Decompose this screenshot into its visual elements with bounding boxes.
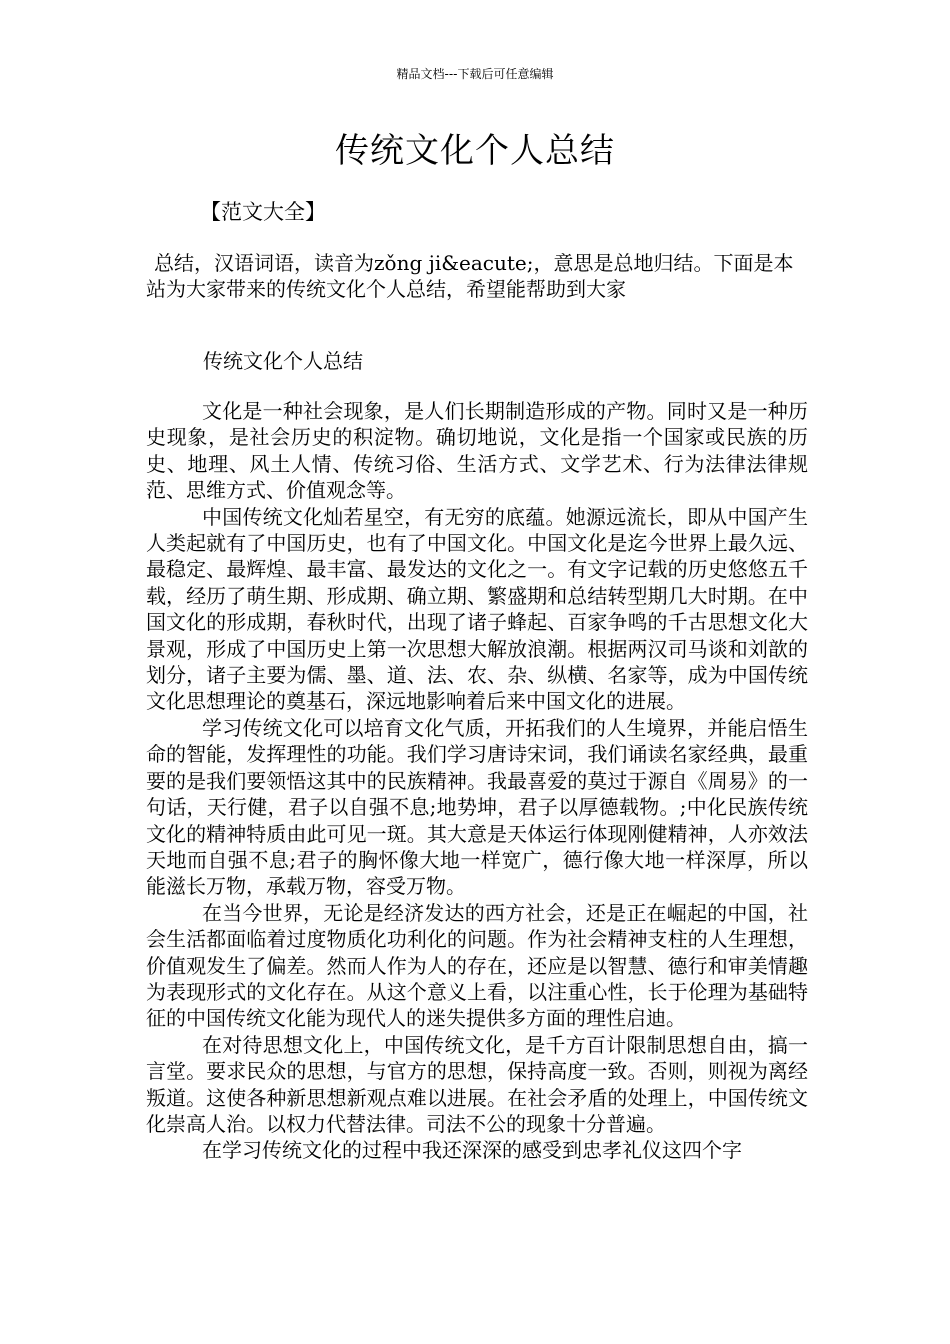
intro-paragraph: 总结，汉语词语，读音为zǒng ji&eacute;，意思是总地归结。下面是本站为大家带来的传统文化个人总结，希望能帮助到大家 <box>146 251 794 301</box>
paragraph-4: 在当今世界，无论是经济发达的西方社会，还是正在崛起的中国，社会生活都面临着过度物质化功利化的问题。作为社会精神支柱的人生理想，价值观发生了偏差。然而人作为人的存在，还应是以智慧、德行和审美情趣为表现形式的文化存在。从这个意义上看，以注重心性，长于伦理为基础特征的中国传统文化能为现代人的迷失提供多方面的理性启迪。 <box>146 900 808 1031</box>
section-heading: 传统文化个人总结 <box>203 349 363 373</box>
paragraph-6: 在学习传统文化的过程中我还深深的感受到忠孝礼仪这四个字 <box>202 1138 742 1163</box>
page-title: 传统文化个人总结 <box>335 131 615 171</box>
category-label: 【范文大全】 <box>200 200 326 224</box>
paragraph-5: 在对待思想文化上，中国传统文化，是千方百计限制思想自由，搞一言堂。要求民众的思想，与官方的思想，保持高度一致。否则，则视为离经叛道。这使各种新思想新观点难以进展。在社会矛盾的处理上，中国传统文化崇高人治。以权力代替法律。司法不公的现象十分普遍。 <box>146 1032 808 1136</box>
paragraph-3: 学习传统文化可以培育文化气质，开拓我们的人生境界，并能启悟生命的智能，发挥理性的功能。我们学习唐诗宋词，我们诵读名家经典，最重要的是我们要领悟这其中的民族精神。我最喜爱的莫过于源自《周易》的一句话，天行健，君子以自强不息;地势坤，君子以厚德载物。;中化民族传统文化的精神特质由此可见一斑。其大意是天体运行体现刚健精神，人亦效法天地而自强不息;君子的胸怀像大地一样宽广，德行像大地一样深厚，所以能滋长万物，承载万物，容受万物。 <box>146 715 808 899</box>
paragraph-2: 中国传统文化灿若星空，有无穷的底蕴。她源远流长，即从中国产生人类起就有了中国历史，也有了中国文化。中国文化是迄今世界上最久远、最稳定、最辉煌、最丰富、最发达的文化之一。有文字记载的历史悠悠五千载，经历了萌生期、形成期、确立期、繁盛期和总结转型期几大时期。在中国文化的形成期，春秋时代，出现了诸子蜂起、百家争鸣的千古思想文化大景观，形成了中国历史上第一次思想大解放浪潮。根据两汉司马谈和刘歆的划分，诸子主要为儒、墨、道、法、农、杂、纵横、名家等，成为中国传统文化思想理论的奠基石，深远地影响着后来中国文化的进展。 <box>146 504 808 714</box>
body-text <box>146 398 808 1164</box>
header-note: 精品文档---下载后可任意编辑 <box>396 67 554 81</box>
paragraph-1: 文化是一种社会现象，是人们长期制造形成的产物。同时又是一种历史现象，是社会历史的积淀物。确切地说，文化是指一个国家或民族的历史、地理、风土人情、传统习俗、生活方式、文学艺术、行为法律法律规范、思维方式、价值观念等。 <box>146 399 808 503</box>
